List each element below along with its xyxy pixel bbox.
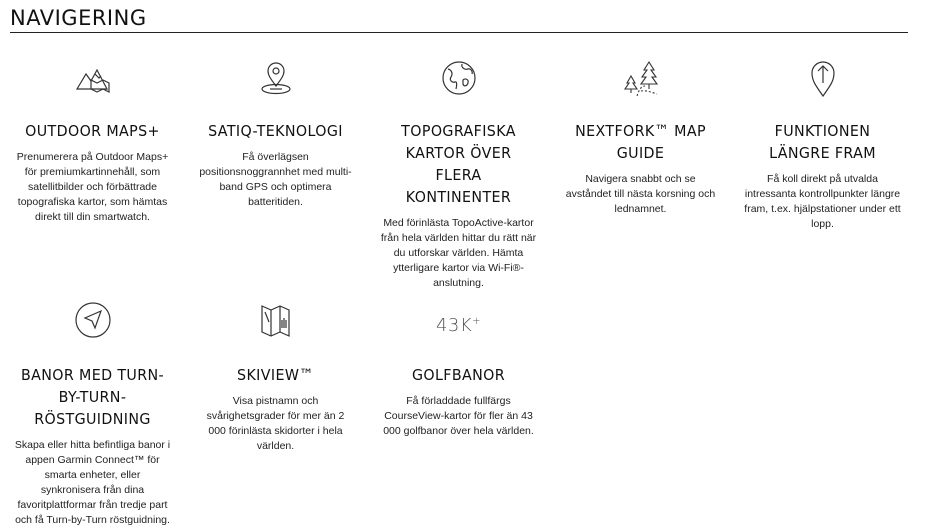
count-value: 43K (435, 315, 473, 336)
feature-courses (10, 298, 175, 528)
feature-nextfork (558, 56, 723, 217)
location-pin-icon (254, 56, 298, 100)
globe-icon (437, 56, 481, 100)
ski-map-icon (254, 298, 298, 342)
feature-title: GOLFBANOR (411, 366, 506, 384)
count-suffix: + (472, 316, 482, 327)
feature-description: Med förinlästa TopoActive-kartor från hela världen hittar du rätt när du utforskar världen. Hämta ytterligare kartor via Wi-Fi®-anslutning. (380, 217, 537, 289)
count-43k-icon (429, 298, 489, 342)
feature-description: Få överlägsen positionsnoggrannhet med multi-band GPS och optimera batteritiden. (199, 151, 352, 208)
section-divider (10, 32, 908, 33)
feature-description: Få koll direkt på utvalda intressanta kontrollpunkter längre fram, t.ex. hjälpstationer under ett lopp. (744, 173, 901, 230)
feature-skiview (193, 298, 358, 454)
feature-title: BANOR MED TURN-BY-TURN-RÖSTGUIDNING (20, 366, 165, 428)
feature-description: Prenumerera på Outdoor Maps+ för premiumkartinnehåll, som satellitbilder och förbättrade topografiska kartor, som hämtas direkt till din smartwatch. (16, 151, 169, 223)
up-arrow-pin-icon (801, 56, 845, 100)
section-title: NAVIGERING (10, 6, 147, 30)
feature-description: Navigera snabbt och se avståndet till nästa korsning och lednamnet. (565, 173, 716, 215)
feature-title: TOPOGRAFISKA KARTOR ÖVER FLERA KONTINENTER (401, 122, 516, 206)
feature-title: FUNKTIONEN LÄNGRE FRAM (769, 122, 876, 162)
feature-topo-maps (376, 56, 541, 291)
navigation-arrow-icon (71, 298, 115, 342)
feature-up-ahead (740, 56, 905, 232)
feature-description: Visa pistnamn och svårighetsgrader för mer än 2 000 förinlästa skidorter i hela världen. (206, 395, 345, 452)
feature-title: NEXTFORK™ MAP GUIDE (575, 122, 706, 162)
feature-title: OUTDOOR MAPS+ (25, 122, 160, 140)
feature-title: SATIQ-TEKNOLOGI (208, 122, 343, 140)
feature-title: SKIVIEW™ (237, 366, 314, 384)
feature-golf (376, 298, 541, 439)
feature-outdoor-maps (10, 56, 175, 225)
feature-satiq (193, 56, 358, 210)
forest-fork-icon (619, 56, 663, 100)
mountain-map-icon (71, 56, 115, 100)
feature-description: Få förladdade fullfärgs CourseView-kartor för fler än 43 000 golfbanor över hela världen. (383, 395, 534, 437)
feature-description: Skapa eller hitta befintliga banor i appen Garmin Connect™ för smarta enheter, eller synkronisera från dina favoritplattformar från tredje part och få Turn-by-Turn röstguidning. (14, 439, 171, 526)
